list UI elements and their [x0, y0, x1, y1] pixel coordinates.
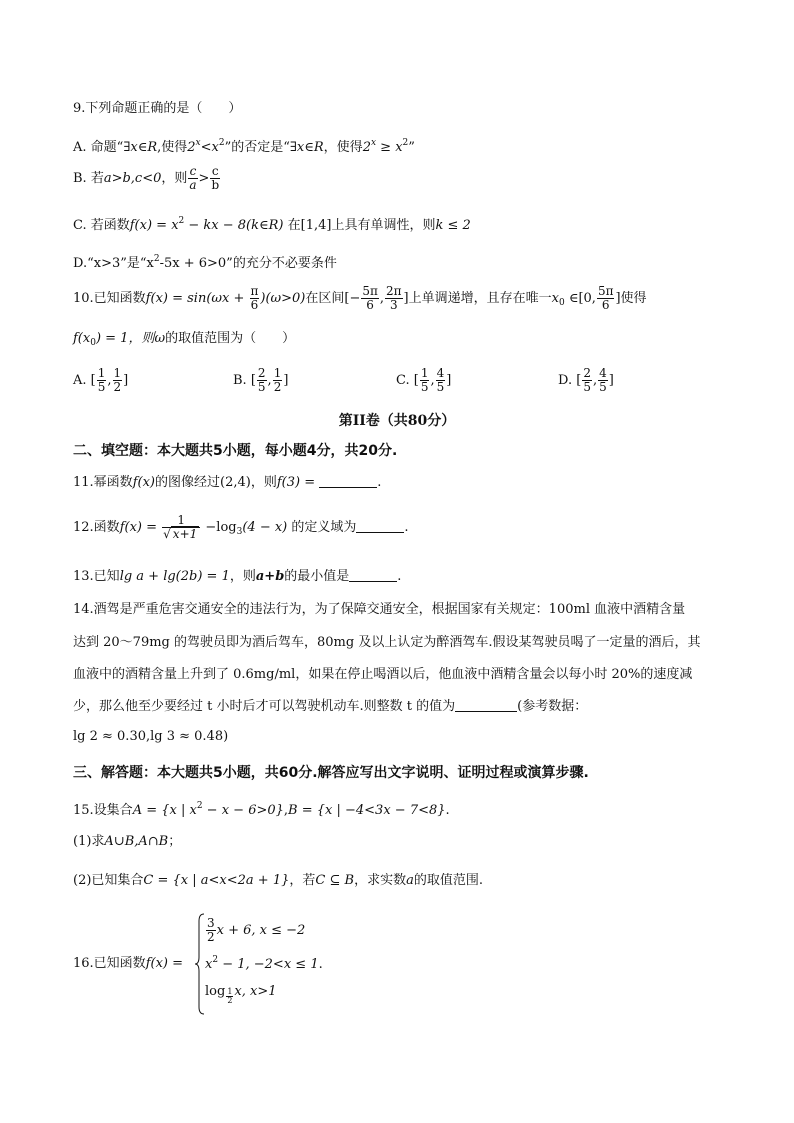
- q10-option-b: B. [ $\frac{2}{5}$ , $\frac{1}{2}$ ]: [233, 366, 289, 394]
- q14-line3: 血液中的酒精含量上升到了 0.6mg/ml，如果在停止喝酒以后，他血液中酒精含量会以每小时 20%的速度减: [73, 667, 693, 682]
- q12: 12.函数f(x) = $\frac{1}{√ x+1}$ $-\log_3(4 - x)$ 的定义域为 .: [73, 513, 409, 541]
- q12-answer-blank[interactable]: [356, 520, 404, 533]
- q14-line5: lg 2 ≈ 0.30,lg 3 ≈ 0.48): [73, 729, 229, 744]
- q9-stem: 9.下列命题正确的是（ ）: [73, 101, 242, 116]
- q13-answer-blank[interactable]: [349, 569, 397, 582]
- q14-line2: 达到 20～79mg 的驾驶员即为酒后驾车，80mg 及以上认定为醉酒驾车.假设某驾驶员喝了一定量的酒后，其: [73, 635, 701, 650]
- piecewise-brace-icon: [195, 913, 205, 1015]
- q16-case1: $\frac{3}{2}$ x + 6, x ≤ −2: [207, 916, 306, 944]
- q15-part1: (1)求A∪B,A∩B；: [73, 834, 182, 849]
- q9-option-c: C. 若函数$f(x) = x^2$ − kx − 8(k∈R) 在[1,4]上具有单调性，则k ≤ 2: [73, 216, 471, 233]
- q16-stem: 16.已知函数f(x) =: [73, 956, 183, 971]
- q10-option-a: A. [ $\frac{1}{5}$ , $\frac{1}{2}$ ]: [73, 366, 129, 394]
- q11-answer-blank[interactable]: [319, 475, 377, 488]
- section2-title: 二、填空题：本大题共5小题，每小题4分，共20分.: [73, 443, 398, 459]
- part2-title: 第II卷（共80分）: [338, 413, 456, 429]
- q14-line4: 少，那么他至少要经过 t 小时后才可以驾驶机动车.则整数 t 的值为 (参考数据：: [73, 699, 588, 714]
- q9-option-d: D.“x>3”是“$x^2-5x + 6>0$”的充分不必要条件: [73, 254, 337, 271]
- q14-answer-blank[interactable]: [455, 699, 517, 712]
- q15-stem: 15.设集合A = {x | $x^2 - x - 6>0\},B = \{x$ | −4<3x − 7<8}.: [73, 801, 450, 818]
- q9-option-a: A. 命题“∃x∈R,使得$2^x<x^2$”的否定是“∃x∈R，使得$2^x \ge x^2$”: [73, 138, 415, 155]
- section3-title: 三、解答题：本大题共5小题，共60分.解答应写出文字说明、证明过程或演算步骤.: [73, 765, 589, 781]
- q10-stem-line1: 10.已知函数f(x) = sin(ωx + $\frac{\pi}{6}$ )(ω>0)在区间[− $\frac{5\pi}{6}$ , $\frac{2\pi}{3}$ ]上单调递增，且存在唯一$x_0$ ∈[0, $\frac{5\pi}{6}$ ]使得: [73, 284, 647, 312]
- q10-stem-line2: $f(x_0) = 1$，则ω的取值范围为（ ）: [73, 331, 296, 348]
- q15-part2: (2)已知集合C = {x | a<x<2a + 1}，若C ⊆ B，求实数a的取值范围.: [73, 873, 483, 888]
- q14-line1: 14.酒驾是严重危害交通安全的违法行为，为了保障交通安全，根据国家有关规定：100ml 血液中酒精含量: [73, 602, 686, 617]
- q13: 13.已知lg a + lg(2b) = 1，则a+b的最小值是 .: [73, 569, 402, 584]
- q11: 11.幂函数f(x)的图像经过(2,4)，则f(3) = .: [73, 475, 382, 490]
- q9-option-b: B. 若a>b,c<0，则 $\frac{c}{a}$ > $\frac{c}{b}$: [73, 164, 220, 192]
- q16-case2: $x^2 - 1$, −2<x ≤ 1.: [205, 955, 323, 972]
- q10-option-d: D. [ $\frac{2}{5}$ , $\frac{4}{5}$ ]: [558, 366, 614, 394]
- q16-case3: log $\frac{1}{2}$ x, x>1: [205, 984, 277, 1005]
- q10-option-c: C. [ $\frac{1}{5}$ , $\frac{4}{5}$ ]: [396, 366, 452, 394]
